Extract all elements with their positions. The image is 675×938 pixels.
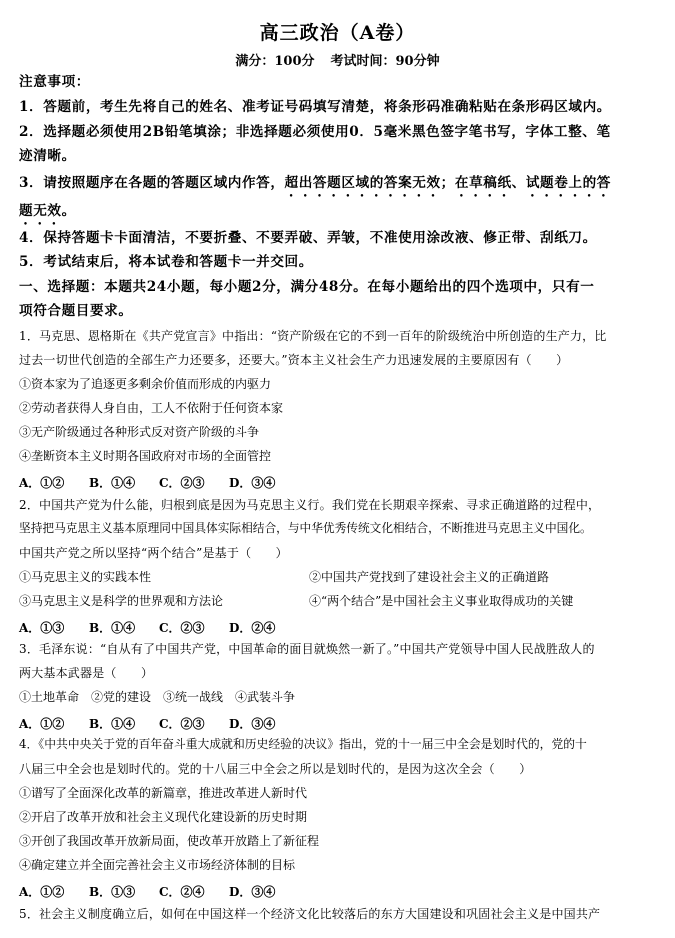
- q3-options: [19, 691, 307, 703]
- section-header-line1: 一、选择题：本题共24小题，每小题2分，满分48分。在每小题给出的四个选项中，只有一: [19, 279, 595, 295]
- note-3-end: 。: [61, 203, 76, 219]
- q1-option-2: ②劳动者获得人身自由，工人不依附于任何资本家: [19, 401, 284, 415]
- q2-option-2: ②中国共产党找到了建设社会主义的正确道路: [309, 570, 550, 584]
- q2-stem-line1: 2．中国共产党为什么能，归根到底是因为马克思主义行。我们党在长期艰辛探索、寻求正确道路的过程中，: [19, 498, 601, 512]
- q2-options-row1: [19, 570, 550, 584]
- q2-stem-line3: 中国共产党之所以坚持“两个结合”是基于（ ）: [19, 546, 288, 560]
- q2-choice-c: C．②③: [159, 621, 205, 635]
- q3-option-2: ②党的建设: [91, 690, 152, 704]
- q1-choice-c: C．②③: [159, 476, 205, 490]
- q4-choices: [19, 883, 299, 899]
- q1-choice-d: D．③④: [229, 476, 276, 490]
- q1-choices: [19, 474, 299, 490]
- q4-stem-line2: 八届三中全会也是划时代的。党的十八届三中全会之所以是划时代的，是因为这次全会（ ）: [19, 762, 532, 776]
- q3-choice-a: A．①②: [19, 717, 65, 731]
- note-3-emphasis: 超出答题区域的答案无效；在草稿纸、试题卷上的答: [284, 175, 612, 191]
- q5-stem-line1: 5．社会主义制度确立后，如何在中国这样一个经济文化比较落后的东方大国建设和巩固社会主义是中国共产: [19, 907, 601, 921]
- q1-stem-line2: 过去一切世代创造的全部生产力还要多，还要大。”资本主义社会生产力迅速发展的主要原因有（ ）: [19, 353, 569, 367]
- q4-option-2: ②开启了改革开放和社会主义现代化建设新的历史时期: [19, 810, 308, 824]
- q3-choice-d: D．③④: [229, 717, 276, 731]
- q1-option-1: ①资本家为了追逐更多剩余价值而形成的内驱力: [19, 377, 272, 391]
- note-3-prefix: 3．请按照题序在各题的答题区域内作答，: [19, 175, 285, 191]
- q4-option-3: ③开创了我国改革开放新局面，使改革开放踏上了新征程: [19, 834, 320, 848]
- q1-choice-a: A．①②: [19, 476, 65, 490]
- q3-option-1: ①土地革命: [19, 690, 80, 704]
- exam-time: 考试时间：90分钟: [330, 54, 440, 69]
- q1-stem-line1: 1．马克思、恩格斯在《共产党宣言》中指出：“资产阶级在它的不到一百年的阶级统治中所创造的生产力，比: [19, 329, 607, 343]
- q4-choice-d: D．③④: [229, 885, 276, 899]
- q3-stem-line2: 两大基本武器是（ ）: [19, 666, 154, 680]
- exam-title: 高三政治（A卷）: [259, 22, 416, 44]
- q2-choices: [19, 619, 299, 635]
- q2-choice-b: B．①④: [89, 621, 136, 635]
- q1-option-3: ③无产阶级通过各种形式反对资产阶级的斗争: [19, 425, 260, 439]
- q2-option-3: ③马克思主义是科学的世界观和方法论: [19, 594, 224, 608]
- q1-choice-b: B．①④: [89, 476, 136, 490]
- q2-options-row2: [19, 594, 574, 608]
- full-score: 满分：100分: [235, 54, 315, 69]
- note-3-line1: [19, 175, 611, 200]
- note-3-line2: [19, 203, 76, 228]
- note-2-line2: 迹清晰。: [19, 148, 76, 164]
- q4-choice-c: C．②④: [159, 885, 205, 899]
- q4-stem-line1: 4．《中共中央关于党的百年奋斗重大成就和历史经验的决议》指出，党的十一届三中全会是划时代的，党的十: [19, 737, 587, 751]
- q3-choice-b: B．①④: [89, 717, 136, 731]
- q3-option-4: ④武装斗争: [235, 690, 296, 704]
- q4-choice-b: B．①③: [89, 885, 136, 899]
- note-2-line1: 2．选择题必须使用2B铅笔填涂；非选择题必须使用0．5毫米黑色签字笔书写，字体工整、笔: [19, 124, 611, 140]
- q4-choice-a: A．①②: [19, 885, 65, 899]
- q3-choices: [19, 715, 299, 731]
- q3-stem-line1: 3．毛泽东说：“自从有了中国共产党，中国革命的面目就焕然一新了。”中国共产党领导中国人民战胜敌人的: [19, 642, 595, 656]
- note-1: 1．答题前，考生先将自己的姓名、准考证号码填写清楚，将条形码准确粘贴在条形码区域内。: [19, 99, 611, 115]
- q2-stem-line2: 坚持把马克思主义基本原理同中国具体实际相结合，与中华优秀传统文化相结合，不断推进马克思主义中国化。: [19, 521, 592, 535]
- q3-option-3: ③统一战线: [163, 690, 224, 704]
- q2-option-1: ①马克思主义的实践本性: [19, 570, 152, 584]
- note-5: 5．考试结束后，将本试卷和答题卡一并交回。: [19, 254, 313, 270]
- q2-option-4: ④“两个结合”是中国社会主义事业取得成功的关键: [309, 594, 574, 608]
- section-header-line2: 项符合题目要求。: [19, 303, 133, 319]
- note-3-emphasis-2: 题无效: [19, 203, 62, 219]
- exam-meta: [0, 50, 675, 69]
- q4-option-1: ①谱写了全面深化改革的新篇章，推进改革进人新时代: [19, 786, 308, 800]
- q2-choice-a: A．①③: [19, 621, 65, 635]
- q2-choice-d: D．②④: [229, 621, 276, 635]
- note-4: 4．保持答题卡卡面清洁，不要折叠、不要弄破、弄皱，不准使用涂改液、修正带、刮纸刀。: [19, 230, 597, 246]
- notes-heading: 注意事项：: [19, 74, 90, 90]
- q4-option-4: ④确定建立并全面完善社会主义市场经济体制的目标: [19, 858, 296, 872]
- q3-choice-c: C．②③: [159, 717, 205, 731]
- q1-option-4: ④垄断资本主义时期各国政府对市场的全面管控: [19, 449, 272, 463]
